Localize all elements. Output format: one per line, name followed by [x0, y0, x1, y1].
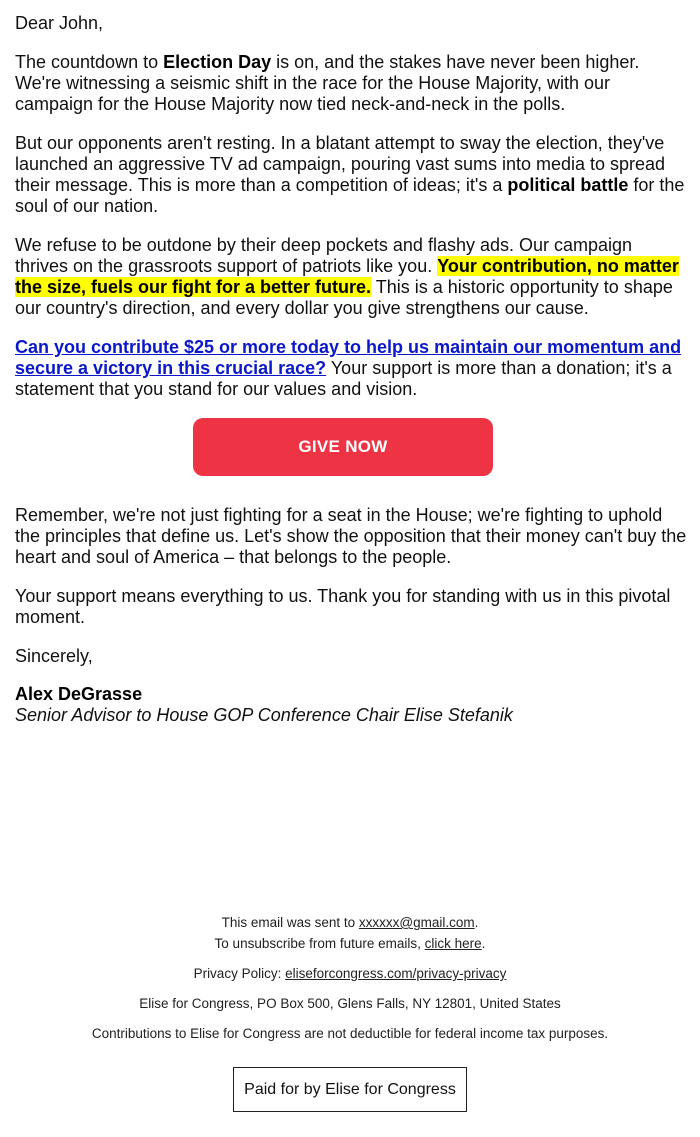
- text: Your support is more than a donation; it's a statement that you stand for our values and vision.: [15, 358, 672, 399]
- text: is on, and the stakes have never been higher. We're witnessing a seismic shift in the race for the House Majority, with our campaign for the House Majority now tied neck-and-neck in the polls.: [15, 52, 640, 114]
- paragraph-3: [15, 235, 687, 319]
- paragraph-6: Your support means everything to us. Thank you for standing with us in this pivotal moment.: [15, 586, 671, 627]
- text: But our opponents aren't resting. In a blatant attempt to sway the election, they've launched an aggressive TV ad campaign, pouring vast sums into media to spread their message. This is more than a competition of ideas; it's a: [15, 133, 666, 195]
- paid-for-box: Paid for by Elise for Congress: [233, 1067, 467, 1112]
- give-now-button[interactable]: GIVE NOW: [193, 418, 493, 476]
- paragraph-1: [15, 52, 687, 115]
- text: Privacy Policy:: [193, 966, 286, 981]
- text: for the soul of our nation.: [15, 175, 685, 216]
- signature: [15, 684, 687, 726]
- email-link[interactable]: xxxxxx@gmail.com: [358, 915, 475, 930]
- text: The countdown to: [15, 52, 164, 72]
- text: .: [474, 915, 479, 930]
- bold-text: Election Day: [163, 52, 272, 72]
- paragraph-2: [15, 133, 687, 217]
- privacy-policy: [0, 963, 700, 984]
- footer-sent-info: [0, 912, 700, 954]
- footer: [0, 912, 700, 1112]
- disclaimer: Contributions to Elise for Congress are not deductible for federal income tax purposes.: [91, 1026, 609, 1041]
- bold-text: political battle: [507, 175, 629, 195]
- text: This email was sent to: [221, 915, 359, 930]
- email-body: [15, 13, 687, 726]
- greeting: Dear John,: [15, 13, 104, 33]
- paragraph-5: Remember, we're not just fighting for a seat in the House; we're fighting to uphold the principles that define us. Let's show the opposition that their money can't buy the heart and soul of America – that belongs to the people.: [15, 505, 687, 567]
- unsubscribe-link[interactable]: click here: [424, 936, 482, 951]
- text: To unsubscribe from future emails,: [214, 936, 425, 951]
- signature-title: Senior Advisor to House GOP Conference Chair Elise Stefanik: [15, 705, 513, 725]
- text: This is a historic opportunity to shape our country's direction, and every dollar you give strengthens our cause.: [15, 277, 673, 318]
- address: Elise for Congress, PO Box 500, Glens Falls, NY 12801, United States: [139, 996, 561, 1011]
- closing: Sincerely,: [15, 646, 93, 666]
- contribute-link[interactable]: Can you contribute $25 or more today to help us maintain our momentum and secure a victory in this crucial race?: [15, 337, 682, 378]
- paragraph-4: [15, 337, 687, 400]
- privacy-link[interactable]: eliseforcongress.com/privacy-privacy: [285, 966, 507, 981]
- text: .: [481, 936, 486, 951]
- highlighted-text: Your contribution, no matter the size, fuels our fight for a better future.: [15, 256, 679, 297]
- text: We refuse to be outdone by their deep pockets and flashy ads. Our campaign thrives on the grassroots support of patriots like you.: [15, 235, 633, 276]
- signature-name: Alex DeGrasse: [15, 684, 143, 704]
